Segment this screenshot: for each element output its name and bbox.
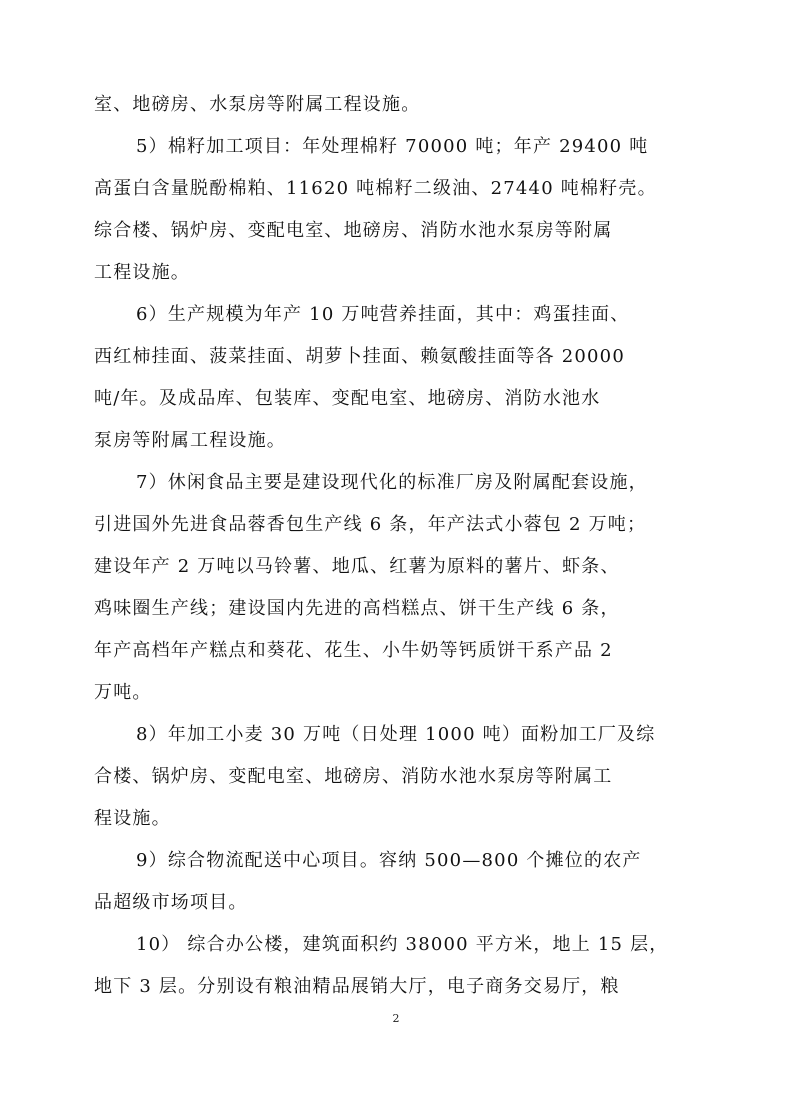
- page-number: 2: [392, 1012, 400, 1025]
- text-line: 综合楼、锅炉房、变配电室、地磅房、消防水池水泵房等附属: [94, 220, 613, 241]
- text-line: 年产高档年产糕点和葵花、花生、小牛奶等钙质饼干系产品 2: [94, 640, 613, 661]
- text-line: 地下 3 层。分别设有粮油精品展销大厅，电子商务交易厅，粮: [94, 976, 620, 997]
- item-8-heading-line: 8）年加工小麦 30 万吨（日处理 1000 吨）面粉加工厂及综: [136, 724, 656, 745]
- text-line: 建设年产 2 万吨以马铃薯、地瓜、红薯为原料的薯片、虾条、: [94, 556, 620, 577]
- text-line: 引进国外先进食品蓉香包生产线 6 条，年产法式小蓉包 2 万吨；: [94, 514, 647, 535]
- item-10-heading-line: 10） 综合办公楼，建筑面积约 38000 平方米，地上 15 层，: [136, 934, 669, 955]
- text-line: 西红柿挂面、菠菜挂面、胡萝卜挂面、赖氨酸挂面等各 20000: [94, 346, 625, 367]
- text-line: 高蛋白含量脱酚棉粕、11620 吨棉籽二级油、27440 吨棉籽壳。: [94, 178, 657, 199]
- text-line: 万吨。: [94, 682, 152, 703]
- text-line: 品超级市场项目。: [94, 892, 248, 913]
- text-line: 泵房等附属工程设施。: [94, 430, 286, 451]
- text-line: 合楼、锅炉房、变配电室、地磅房、消防水池水泵房等附属工: [94, 766, 613, 787]
- item-9-heading-line: 9）综合物流配送中心项目。容纳 500—800 个摊位的农产: [136, 850, 642, 871]
- item-7-heading-line: 7）休闲食品主要是建设现代化的标准厂房及附属配套设施，: [136, 472, 648, 493]
- item-6-heading-line: 6）生产规模为年产 10 万吨营养挂面，其中：鸡蛋挂面、: [136, 304, 630, 325]
- text-line: 吨/年。及成品库、包装库、变配电室、地磅房、消防水池水: [94, 388, 601, 409]
- text-line: 室、地磅房、水泵房等附属工程设施。: [94, 94, 421, 115]
- text-line: 鸡味圈生产线；建设国内先进的高档糕点、饼干生产线 6 条，: [94, 598, 620, 619]
- item-5-heading-line: 5）棉籽加工项目：年处理棉籽 70000 吨；年产 29400 吨: [136, 136, 649, 157]
- body-text: [94, 84, 704, 1008]
- text-line: 工程设施。: [94, 262, 190, 283]
- text-line: 程设施。: [94, 808, 171, 829]
